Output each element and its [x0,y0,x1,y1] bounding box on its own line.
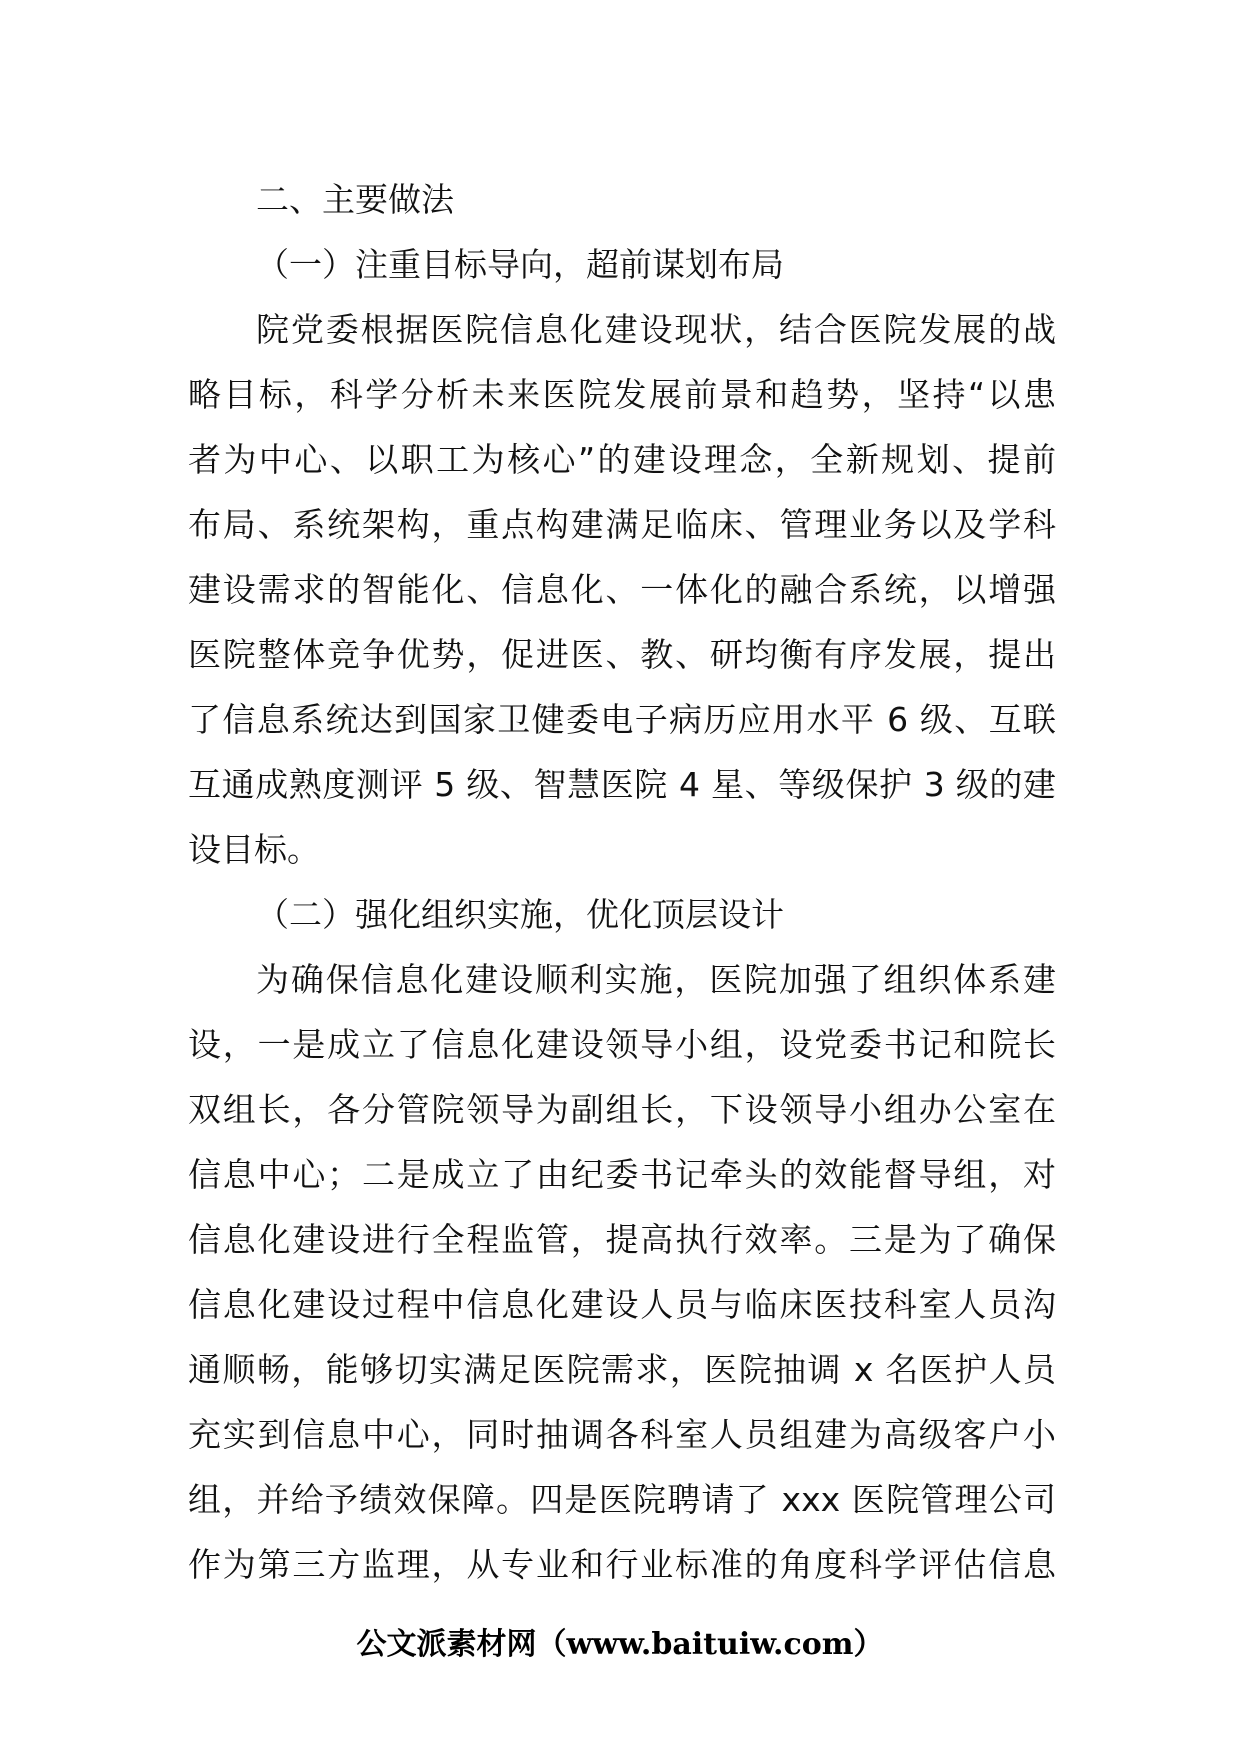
subsection-heading-2: （二）强化组织实施，优化顶层设计 [256,895,784,934]
paragraph-line: 为确保信息化建设顺利实施，医院加强了组织体系建 [256,960,1056,999]
paragraph-line: 信息中心；二是成立了由纪委书记牵头的效能督导组，对 [188,1155,1056,1194]
paragraph-line: 作为第三方监理，从专业和行业标准的角度科学评估信息 [188,1545,1056,1584]
document-body [188,167,1056,1597]
section-heading: 二、主要做法 [256,180,454,219]
paragraph-line: 略目标，科学分析未来医院发展前景和趋势，坚持“以患 [188,375,1056,414]
paragraph-line: 设，一是成立了信息化建设领导小组，设党委书记和院长 [188,1025,1056,1064]
paragraph-line: 双组长，各分管院领导为副组长，下设领导小组办公室在 [188,1090,1056,1129]
footer-watermark: 公文派素材网（www.baituiw.com） [356,1627,884,1662]
paragraph-line: 建设需求的智能化、信息化、一体化的融合系统，以增强 [188,570,1056,609]
paragraph-line: 信息化建设进行全程监管，提高执行效率。三是为了确保 [188,1220,1056,1259]
subsection-heading-1: （一）注重目标导向，超前谋划布局 [256,245,784,284]
paragraph-line: 充实到信息中心，同时抽调各科室人员组建为高级客户小 [188,1415,1056,1454]
paragraph-line: 者为中心、以职工为核心”的建设理念，全新规划、提前 [188,440,1056,479]
paragraph-line: 互通成熟度测评 5 级、智慧医院 4 星、等级保护 3 级的建 [188,765,1056,804]
paragraph-line: 布局、系统架构，重点构建满足临床、管理业务以及学科 [188,505,1056,544]
paragraph-1 [188,297,1056,882]
paragraph-line: 组，并给予绩效保障。四是医院聘请了 xxx 医院管理公司 [188,1480,1056,1519]
paragraph-line: 信息化建设过程中信息化建设人员与临床医技科室人员沟 [188,1285,1056,1324]
paragraph-line: 院党委根据医院信息化建设现状，结合医院发展的战 [256,310,1056,349]
paragraph-2 [188,947,1056,1597]
paragraph-line: 了信息系统达到国家卫健委电子病历应用水平 6 级、互联 [188,700,1056,739]
paragraph-line-last: 设目标。 [188,830,320,869]
paragraph-line: 医院整体竞争优势，促进医、教、研均衡有序发展，提出 [188,635,1056,674]
paragraph-line: 通顺畅，能够切实满足医院需求，医院抽调 x 名医护人员 [188,1350,1056,1389]
